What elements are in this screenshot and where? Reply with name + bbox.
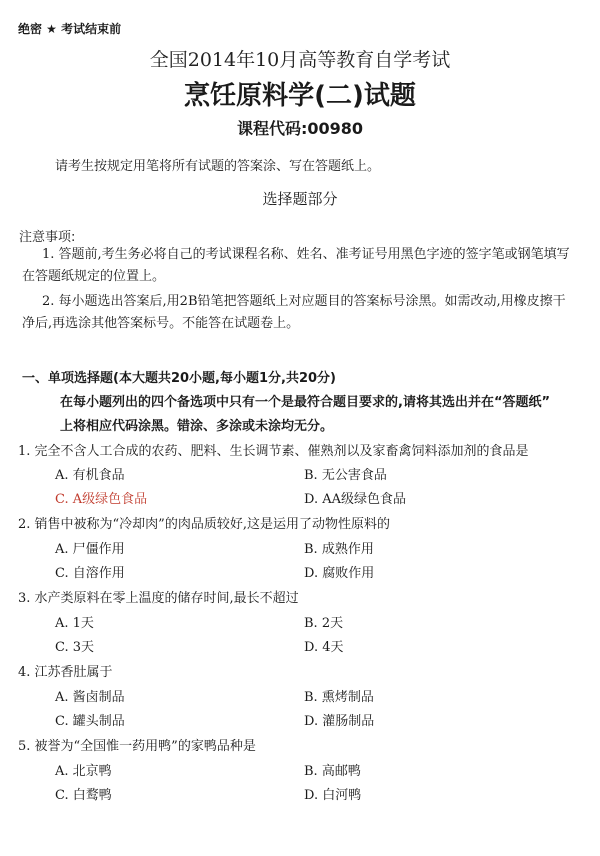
question-4-option-b: B. 熏烤制品: [304, 690, 374, 705]
question-1-option-a: A. 有机食品: [55, 468, 125, 483]
notice-item-1: 1. 答题前,考生务必将自己的考试课程名称、姓名、准考证号用黑色字迹的签字笔或钢笔填写在答题纸规定的位置上。: [22, 247, 570, 284]
question-5-stem: 5. 被誉为“全国惟一药用鸭”的家鸭品种是: [18, 739, 256, 754]
section-note-line-2: 上将相应代码涂黑。错涂、多涂或未涂均无分。: [60, 419, 334, 434]
exam-title: 全国2014年10月高等教育自学考试: [149, 49, 451, 71]
question-4-option-d: D. 灌肠制品: [304, 714, 375, 729]
question-5-option-c: C. 白鹜鸭: [55, 788, 112, 803]
paper-title: 烹饪原料学(二)试题: [184, 81, 416, 111]
part-title: 选择题部分: [262, 190, 338, 208]
question-1-option-c: C. A级绿色食品: [55, 492, 148, 507]
question-3-option-c: C. 3天: [55, 640, 95, 655]
question-2-stem: 2. 销售中被称为“冷却肉”的肉品质较好,这是运用了动物性原料的: [18, 517, 390, 532]
question-5-option-d: D. 白河鸭: [304, 788, 362, 803]
question-1-stem: 1. 完全不含人工合成的农药、肥料、生长调节素、催熟剂以及家畜禽饲料添加剂的食品是: [18, 444, 529, 459]
instructions: 请考生按规定用笔将所有试题的答案涂、写在答题纸上。: [55, 159, 381, 174]
question-5-option-a: A. 北京鸭: [55, 764, 112, 779]
question-4-option-c: C. 罐头制品: [55, 714, 125, 729]
question-3-option-d: D. 4天: [304, 640, 344, 655]
course-code: 课程代码:00980: [236, 119, 364, 138]
question-2-option-c: C. 自溶作用: [55, 566, 125, 581]
section-note-line-1: 在每小题列出的四个备选项中只有一个是最符合题目要求的,请将其选出并在“答题纸”: [60, 395, 551, 410]
question-1-option-d: D. AA级绿色食品: [304, 492, 407, 507]
notice-heading: 注意事项:: [19, 230, 76, 245]
question-4-option-a: A. 酱卤制品: [55, 690, 125, 705]
question-1-option-b: B. 无公害食品: [304, 468, 387, 483]
question-3-stem: 3. 水产类原料在零上温度的储存时间,最长不超过: [18, 591, 299, 606]
question-2-option-b: B. 成熟作用: [304, 542, 374, 557]
question-2-option-a: A. 尸僵作用: [55, 542, 125, 557]
question-2-option-d: D. 腐败作用: [304, 566, 375, 581]
confidential-mark: 绝密 ★ 考试结束前: [18, 22, 122, 36]
question-4-stem: 4. 江苏香肚属于: [18, 665, 113, 680]
section-title: 一、单项选择题(本大题共20小题,每小题1分,共20分): [22, 371, 336, 386]
question-5-option-b: B. 高邮鸭: [304, 764, 361, 779]
notice-item-2: 2. 每小题选出答案后,用2B铅笔把答题纸上对应题目的答案标号涂黑。如需改动,用橡皮擦干净后,再选涂其他答案标号。不能答在试题卷上。: [22, 294, 566, 331]
question-3-option-b: B. 2天: [304, 616, 344, 631]
question-3-option-a: A. 1天: [55, 616, 94, 631]
